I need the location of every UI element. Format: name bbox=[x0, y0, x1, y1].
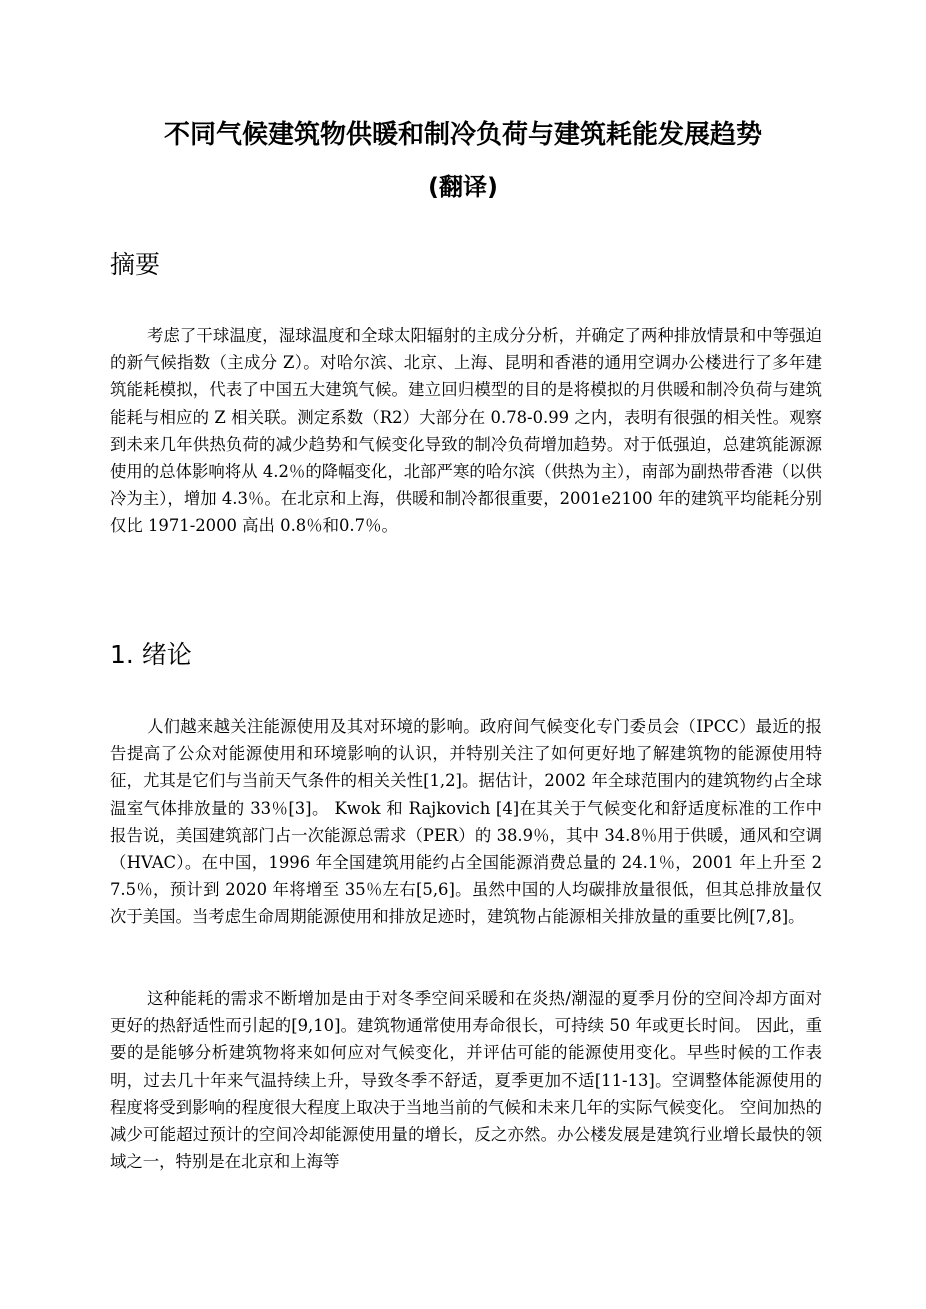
abstract-heading: 摘要 bbox=[110, 250, 161, 279]
document-subtitle: (翻译) bbox=[428, 173, 498, 201]
introduction-paragraph-1: 人们越来越关注能源使用及其对环境的影响。政府间气候变化专门委员会（IPCC）最近的报告提高了公众对能源使用和环境影响的认识，并特别关注了如何更好地了解建筑物的能源使用特征，尤其是它们与当前天气条件的相关关性[1,2]。据估计，2002 年全球范围内的建筑物约占全球温室气体排放量的 33％[3]。 Kwok 和 Rajkovich [4]在其关于气候变化和舒适度标准的工作中报告说，美国建筑部门占一次能源总需求（PER）的 38.9％，其中 34.8％用于供暖，通风和空调（HVAC）。在中国，1996 年全国建筑用能约占全国能源消费总量的 24.1％，2001 年上升至 27.5％，预计到 2020 年将增至 35％左右[5,6]。虽然中国的人均碳排放量很低，但其总排放量仅次于美国。当考虑生命周期能源使用和排放足迹时，建筑物占能源相关排放量的重要比例[7,8]。 bbox=[110, 717, 822, 927]
abstract-paragraph: 考虑了干球温度，湿球温度和全球太阳辐射的主成分分析，并确定了两种排放情景和中等强迫的新气候指数（主成分 Z）。对哈尔滨、北京、上海、昆明和香港的通用空调办公楼进行了多年建筑能耗模拟，代表了中国五大建筑气候。建立回归模型的目的是将模拟的月供暖和制冷负荷与建筑能耗与相应的 Z 相关联。测定系数（R2）大部分在 0.78-0.99 之内，表明有很强的相关性。观察到未来几年供热负荷的减少趋势和气候变化导致的制冷负荷增加趋势。对于低强迫，总建筑能源源使用的总体影响将从 4.2％的降幅变化，北部严寒的哈尔滨（供热为主），南部为副热带香港（以供冷为主），增加 4.3％。在北京和上海，供暖和制冷都很重要，2001e2100 年的建筑平均能耗分别仅比 1971-2000 高出 0.8％和0.7％。 bbox=[110, 326, 822, 536]
document-title: 不同气候建筑物供暖和制冷负荷与建筑耗能发展趋势 bbox=[163, 120, 762, 150]
introduction-heading: 1. 绪论 bbox=[110, 640, 192, 669]
introduction-paragraph-2: 这种能耗的需求不断增加是由于对冬季空间采暖和在炎热/潮湿的夏季月份的空间冷却方面对更好的热舒适性而引起的[9,10]。建筑物通常使用寿命很长，可持续 50 年或更长时间。 因此，重要的是能够分析建筑物将来如何应对气候变化，并评估可能的能源使用变化。早些时候的工作表明，过去几十年来气温持续上升，导致冬季不舒适，夏季更加不适[11-13]。空调整体能源使用的程度将受到影响的程度很大程度上取决于当地当前的气候和未来几年的实际气候变化。 空间加热的减少可能超过预计的空间冷却能源使用量的增长，反之亦然。办公楼发展是建筑行业增长最快的领域之一，特别是在北京和上海等 bbox=[110, 989, 822, 1172]
